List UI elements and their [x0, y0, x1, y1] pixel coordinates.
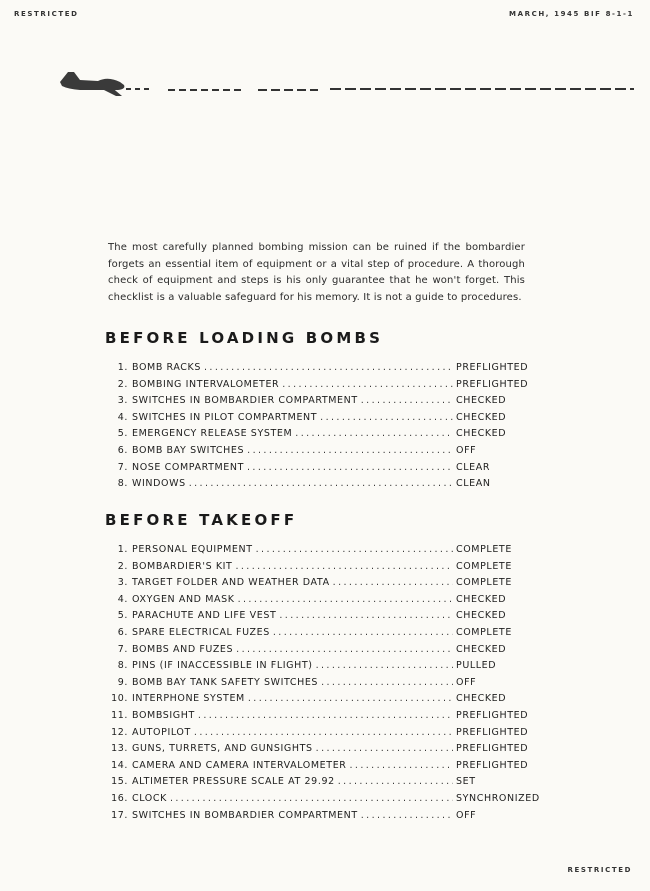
leader-dots: [320, 412, 453, 423]
item-status: CHECKED: [456, 411, 507, 423]
item-number: 11.: [111, 709, 128, 721]
item-label: INTERPHONE SYSTEM: [132, 693, 245, 705]
item-status: PREFLIGHTED: [456, 709, 529, 721]
leader-dots: [189, 478, 453, 489]
item-status: PREFLIGHTED: [456, 362, 529, 373]
item-status: OFF: [456, 676, 477, 688]
item-label: PARACHUTE AND LIFE VEST: [132, 610, 277, 622]
footer-restricted-label: RESTRICTED: [567, 866, 632, 874]
item-status: CHECKED: [456, 610, 507, 622]
checklist-item: [108, 379, 548, 396]
item-label: CLOCK: [132, 792, 167, 804]
checklist-item: [108, 644, 548, 661]
item-status: CLEAN: [456, 478, 491, 490]
intro-paragraph: The most carefully planned bombing mission can be ruined if the bombardier forgets an essential item of equipment or a vital step of procedure. A thorough check of equipment and steps is his only guarantee that he won't forget. This checklist is a valuable safeguard for his memory. It is not a guide to procedures.: [108, 242, 525, 303]
leader-dots: [238, 594, 453, 605]
item-number: 8.: [117, 660, 128, 672]
header-date-document-id: MARCH, 1945 BIF 8-1-1: [509, 10, 634, 18]
item-number: 17.: [111, 809, 128, 821]
item-label: SWITCHES IN PILOT COMPARTMENT: [132, 411, 318, 423]
item-number: 14.: [111, 759, 128, 771]
leader-dots: [361, 395, 453, 406]
item-number: 6.: [117, 626, 128, 638]
checklist-item: [108, 478, 548, 495]
leader-dots: [236, 644, 453, 655]
leader-dots: [295, 428, 453, 439]
checklist-item: [108, 677, 548, 694]
item-status: SET: [456, 776, 476, 788]
checklist-item: [108, 660, 548, 677]
checklist-item: [108, 362, 548, 379]
leader-dots: [247, 462, 453, 473]
item-number: 3.: [117, 395, 128, 407]
item-label: SWITCHES IN BOMBARDIER COMPARTMENT: [132, 395, 358, 407]
item-status: CLEAR: [456, 461, 491, 473]
leader-dots: [282, 379, 453, 390]
checklist-item: [108, 395, 548, 412]
header-restricted-label: RESTRICTED: [14, 10, 79, 18]
leader-dots: [321, 677, 453, 688]
leader-dots: [273, 627, 453, 638]
item-label: BOMB RACKS: [132, 362, 202, 373]
item-label: EMERGENCY RELEASE SYSTEM: [132, 428, 293, 440]
item-label: PINS (IF INACCESSIBLE IN FLIGHT): [132, 660, 313, 672]
section-title-before-takeoff: BEFORE TAKEOFF: [105, 511, 298, 529]
item-label: BOMBARDIER'S KIT: [132, 560, 233, 572]
leader-dots: [235, 561, 453, 572]
checklist-item: [108, 793, 548, 810]
item-label: SWITCHES IN BOMBARDIER COMPARTMENT: [132, 809, 358, 821]
item-number: 8.: [117, 478, 128, 490]
item-status: CHECKED: [456, 643, 507, 655]
item-label: BOMBING INTERVALOMETER: [132, 378, 280, 390]
item-number: 3.: [117, 577, 128, 589]
leader-dots: [350, 760, 454, 771]
checklist-item: [108, 627, 548, 644]
item-number: 10.: [111, 693, 128, 705]
item-label: BOMBS AND FUZES: [132, 643, 234, 655]
item-number: 1.: [117, 362, 128, 373]
leader-dots: [316, 743, 453, 754]
item-number: 16.: [111, 792, 128, 804]
item-label: GUNS, TURRETS, AND GUNSIGHTS: [132, 743, 313, 755]
item-number: 13.: [111, 743, 128, 755]
item-status: OFF: [456, 444, 477, 456]
item-number: 1.: [117, 544, 128, 555]
checklist-item: [108, 462, 548, 479]
item-label: CAMERA AND CAMERA INTERVALOMETER: [132, 759, 347, 771]
leader-dots: [170, 793, 453, 804]
item-status: COMPLETE: [456, 560, 512, 572]
item-number: 7.: [117, 643, 128, 655]
item-number: 5.: [117, 610, 128, 622]
leader-dots: [316, 660, 453, 671]
checklist-item: [108, 610, 548, 627]
checklist-before-loading-bombs: [108, 362, 548, 495]
checklist-item: [108, 727, 548, 744]
checklist-item: [108, 428, 548, 445]
item-label: BOMB BAY TANK SAFETY SWITCHES: [132, 676, 319, 688]
item-status: SYNCHRONIZED: [456, 792, 540, 804]
item-status: PREFLIGHTED: [456, 743, 529, 755]
b29-silhouette-icon: [58, 68, 638, 108]
checklist-item: [108, 693, 548, 710]
item-label: BOMB BAY SWITCHES: [132, 444, 245, 456]
section-title-before-loading-bombs: BEFORE LOADING BOMBS: [105, 329, 384, 347]
item-label: WINDOWS: [132, 478, 186, 490]
leader-dots: [333, 577, 453, 588]
item-number: 15.: [111, 776, 128, 788]
item-status: COMPLETE: [456, 626, 512, 638]
item-label: SPARE ELECTRICAL FUZES: [132, 626, 270, 638]
item-label: OXYGEN AND MASK: [132, 593, 235, 605]
checklist-item: [108, 544, 548, 561]
checklist-item: [108, 445, 548, 462]
checklist-item: [108, 776, 548, 793]
item-status: CHECKED: [456, 395, 507, 407]
item-status: COMPLETE: [456, 577, 512, 589]
item-status: PULLED: [456, 660, 497, 672]
leader-dots: [279, 610, 453, 621]
item-number: 4.: [117, 411, 128, 423]
item-label: PERSONAL EQUIPMENT: [132, 544, 253, 555]
item-label: AUTOPILOT: [132, 726, 191, 738]
item-status: PREFLIGHTED: [456, 378, 529, 390]
leader-dots: [256, 544, 453, 555]
item-status: PREFLIGHTED: [456, 726, 529, 738]
item-number: 12.: [111, 726, 128, 738]
item-number: 2.: [117, 560, 128, 572]
item-number: 4.: [117, 593, 128, 605]
item-label: ALTIMETER PRESSURE SCALE AT 29.92: [132, 776, 335, 788]
leader-dots: [248, 693, 453, 704]
item-status: CHECKED: [456, 693, 507, 705]
checklist-item: [108, 561, 548, 578]
item-number: 6.: [117, 444, 128, 456]
item-label: BOMBSIGHT: [132, 709, 195, 721]
item-status: CHECKED: [456, 428, 507, 440]
checklist-item: [108, 810, 548, 827]
item-status: CHECKED: [456, 593, 507, 605]
checklist-before-takeoff: [108, 544, 548, 826]
leader-dots: [194, 727, 453, 738]
item-status: COMPLETE: [456, 544, 512, 555]
leader-dots: [198, 710, 453, 721]
leader-dots: [338, 776, 453, 787]
item-status: PREFLIGHTED: [456, 759, 529, 771]
checklist-item: [108, 412, 548, 429]
item-label: NOSE COMPARTMENT: [132, 461, 244, 473]
checklist-item: [108, 743, 548, 760]
checklist-item: [108, 577, 548, 594]
item-status: OFF: [456, 809, 477, 821]
item-number: 5.: [117, 428, 128, 440]
item-number: 7.: [117, 461, 128, 473]
leader-dots: [361, 810, 453, 821]
item-number: 9.: [117, 676, 128, 688]
item-number: 2.: [117, 378, 128, 390]
checklist-item: [108, 710, 548, 727]
checklist-item: [108, 760, 548, 777]
checklist-item: [108, 594, 548, 611]
item-label: TARGET FOLDER AND WEATHER DATA: [132, 577, 330, 589]
leader-dots: [204, 362, 453, 373]
leader-dots: [247, 445, 453, 456]
